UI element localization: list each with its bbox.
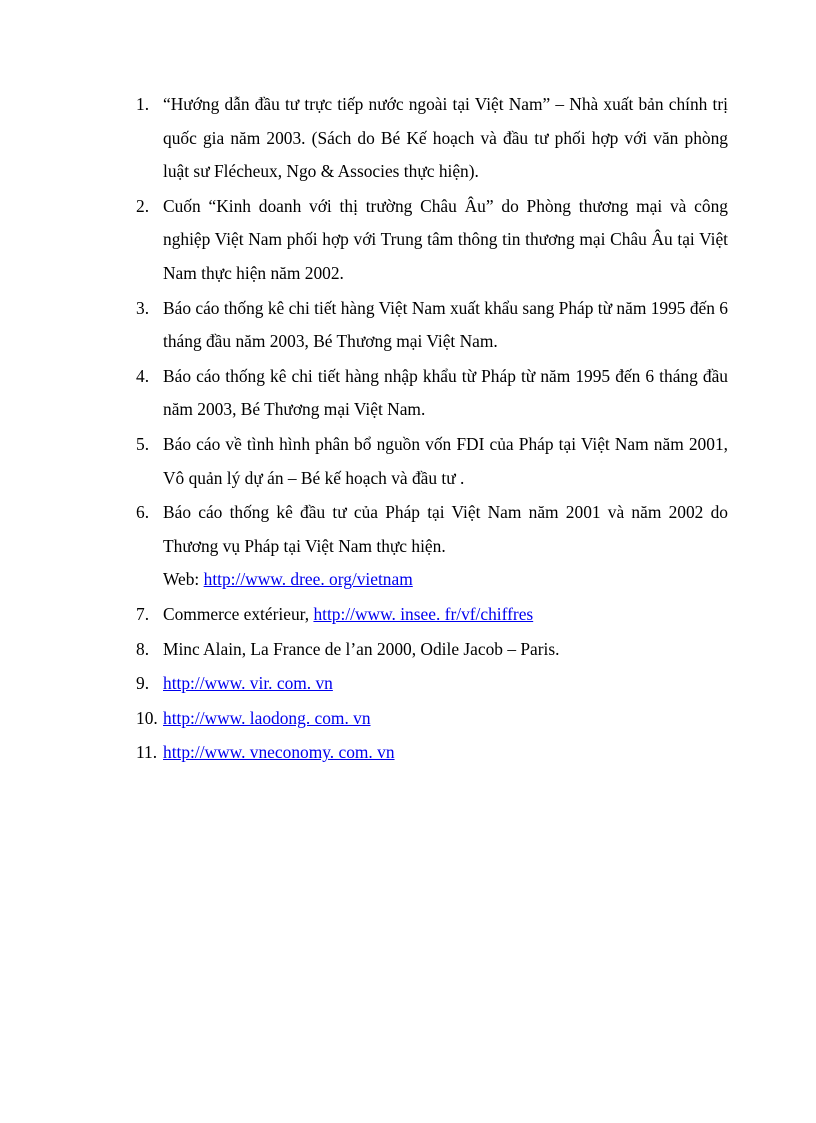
reference-item-10 xyxy=(136,702,728,736)
reference-item-8 xyxy=(136,633,728,667)
reference-number: 6. xyxy=(136,502,150,523)
reference-item-3 xyxy=(136,292,728,359)
reference-item-5 xyxy=(136,428,728,495)
reference-text xyxy=(163,667,728,701)
reference-number: 10. xyxy=(136,707,158,728)
reference-number: 1. xyxy=(136,94,150,114)
reference-text: Minc Alain, La France de l’an 2000, Odile Jacob – Paris. xyxy=(163,638,560,659)
vneconomy-link[interactable]: http://www. vneconomy. com. vn xyxy=(163,742,395,763)
reference-text xyxy=(163,736,728,770)
reference-number: 8. xyxy=(136,638,150,659)
reference-list xyxy=(136,88,728,771)
reference-number: 11. xyxy=(136,742,158,763)
reference-item-7 xyxy=(136,598,728,632)
laodong-link[interactable]: http://www. laodong. com. vn xyxy=(163,707,371,728)
reference-text xyxy=(163,702,728,736)
reference-number: 7. xyxy=(136,603,150,624)
reference-text: Báo cáo thống kê đầu tư của Pháp tại Việt Nam năm 2001 và năm 2002 do Thương vụ Pháp tại Việt Nam thực hiện. xyxy=(163,502,728,556)
dree-link[interactable]: http://www. dree. org/vietnam xyxy=(203,569,413,590)
reference-text: Báo cáo về tình hình phân bổ nguồn vốn FDI của Pháp tại Việt Nam năm 2001, Vô quản lý dự án – Bé kế hoạch và đầu tư . xyxy=(163,433,728,488)
reference-item-9 xyxy=(136,667,728,701)
reference-label: Commerce extérieur, xyxy=(163,603,314,624)
reference-text: “Hướng dẫn đầu tư trực tiếp nước ngoài tại Việt Nam” – Nhà xuất bản chính trị quốc gia năm 2003. (Sách do Bé Kế hoạch và đầu tư phối hợp với văn phòng luật sư Flécheux, Ngo & Associes thực hiện). xyxy=(163,94,728,182)
vir-link[interactable]: http://www. vir. com. vn xyxy=(163,673,333,694)
reference-number: 5. xyxy=(136,433,150,454)
web-label: Web: xyxy=(163,569,204,590)
reference-item-11 xyxy=(136,736,728,770)
reference-text: Báo cáo thống kê chi tiết hàng Việt Nam xuất khẩu sang Pháp từ năm 1995 đến 6 tháng đầu năm 2003, Bé Thương mại Việt Nam. xyxy=(163,297,728,352)
reference-number: 4. xyxy=(136,365,150,386)
reference-item-6 xyxy=(136,496,728,597)
reference-number: 3. xyxy=(136,297,150,318)
reference-item-1 xyxy=(136,88,728,189)
reference-text: Cuốn “Kinh doanh với thị trường Châu Âu” do Phòng thương mại và công nghiệp Việt Nam phối hợp với Trung tâm thông tin thương mại Châu Âu tại Việt Nam thực hiện năm 2002. xyxy=(163,195,728,283)
reference-number: 9. xyxy=(136,673,150,694)
reference-number: 2. xyxy=(136,195,150,216)
reference-text xyxy=(163,598,728,632)
reference-item-2 xyxy=(136,190,728,291)
reference-item-4 xyxy=(136,360,728,427)
reference-text: Báo cáo thống kê chi tiết hàng nhập khẩu từ Pháp từ năm 1995 đến 6 tháng đầu năm 2003, Bé Thương mại Việt Nam. xyxy=(163,365,728,420)
web-line xyxy=(163,563,728,597)
insee-link[interactable]: http://www. insee. fr/vf/chiffres xyxy=(313,603,534,624)
